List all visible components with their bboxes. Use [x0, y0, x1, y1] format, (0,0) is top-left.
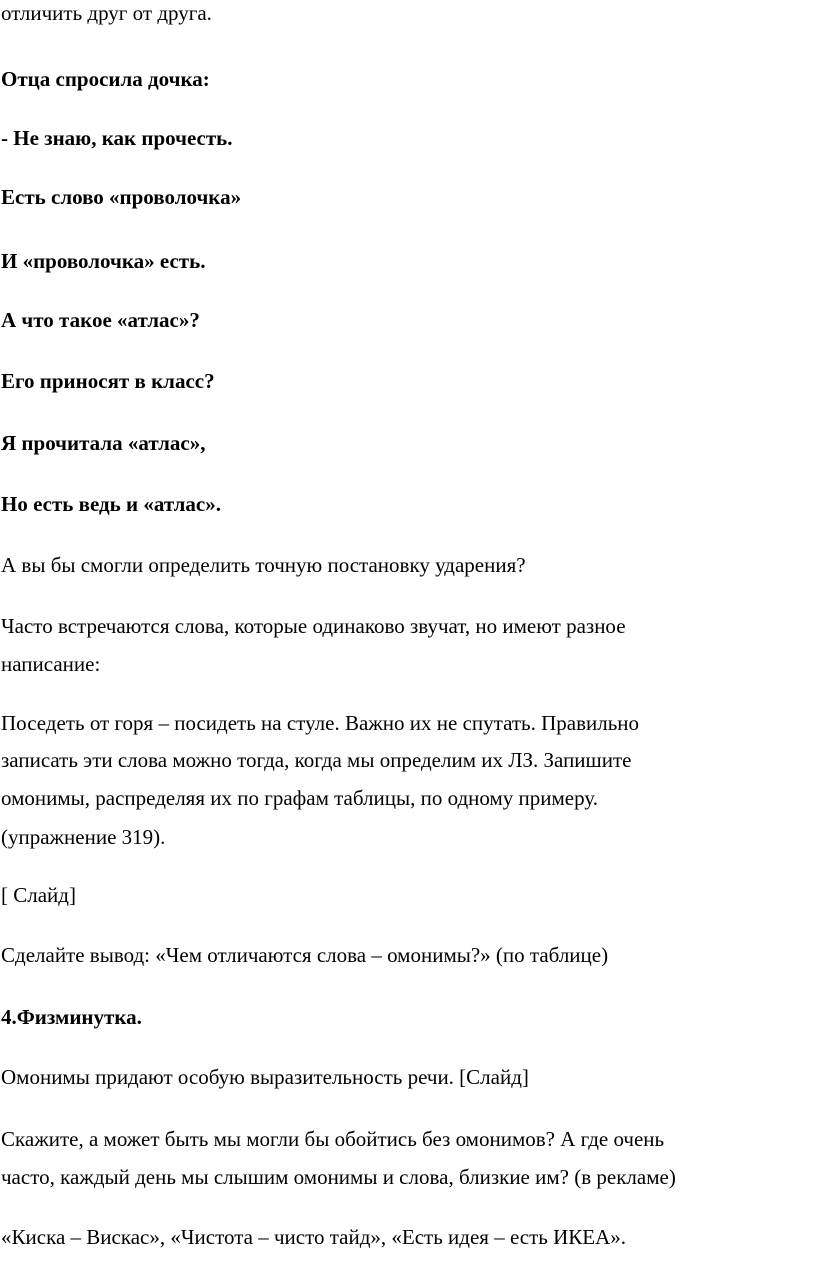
poem-line: Его приносят в класс? [1, 369, 215, 393]
text-line: Поседеть от горя – посидеть на стуле. Важно их не спутать. Правильно [1, 711, 640, 735]
text-line: (упражнение 319). [1, 825, 166, 849]
text-line: «Киска – Вискас», «Чистота – чисто тайд», «Есть идея – есть ИКЕА». [1, 1225, 627, 1249]
poem-line: Я прочитала «атлас», [1, 431, 206, 455]
text-line: А вы бы смогли определить точную постановку ударения? [1, 553, 526, 577]
text-line: Скажите, а может быть мы могли бы обойтись без омонимов? А где очень [1, 1127, 665, 1151]
poem-line: А что такое «атлас»? [1, 308, 200, 332]
text-line: написание: [1, 652, 101, 676]
slide-marker: [ Слайд] [1, 883, 76, 907]
text-line: отличить друг от друга. [1, 1, 212, 25]
poem-line: Но есть ведь и «атлас». [1, 492, 221, 516]
poem-line: Отца спросила дочка: [1, 67, 210, 91]
text-line: Часто встречаются слова, которые одинаково звучат, но имеют разное [1, 614, 626, 638]
poem-line: И «проволочка» есть. [1, 249, 206, 273]
text-line: Сделайте вывод: «Чем отличаются слова – омонимы?» (по таблице) [1, 943, 609, 967]
poem-line: Есть слово «проволочка» [1, 185, 242, 209]
text-line: записать эти слова можно тогда, когда мы определим их ЛЗ. Запишите [1, 748, 632, 772]
section-heading: 4.Физминутка. [1, 1005, 142, 1029]
text-line: часто, каждый день мы слышим омонимы и слова, близкие им? (в рекламе) [1, 1165, 676, 1189]
text-line: Омонимы придают особую выразительность речи. [Слайд] [1, 1065, 529, 1089]
text-line: омонимы, распределяя их по графам таблицы, по одному примеру. [1, 786, 599, 810]
poem-line: - Не знаю, как прочесть. [1, 126, 233, 150]
